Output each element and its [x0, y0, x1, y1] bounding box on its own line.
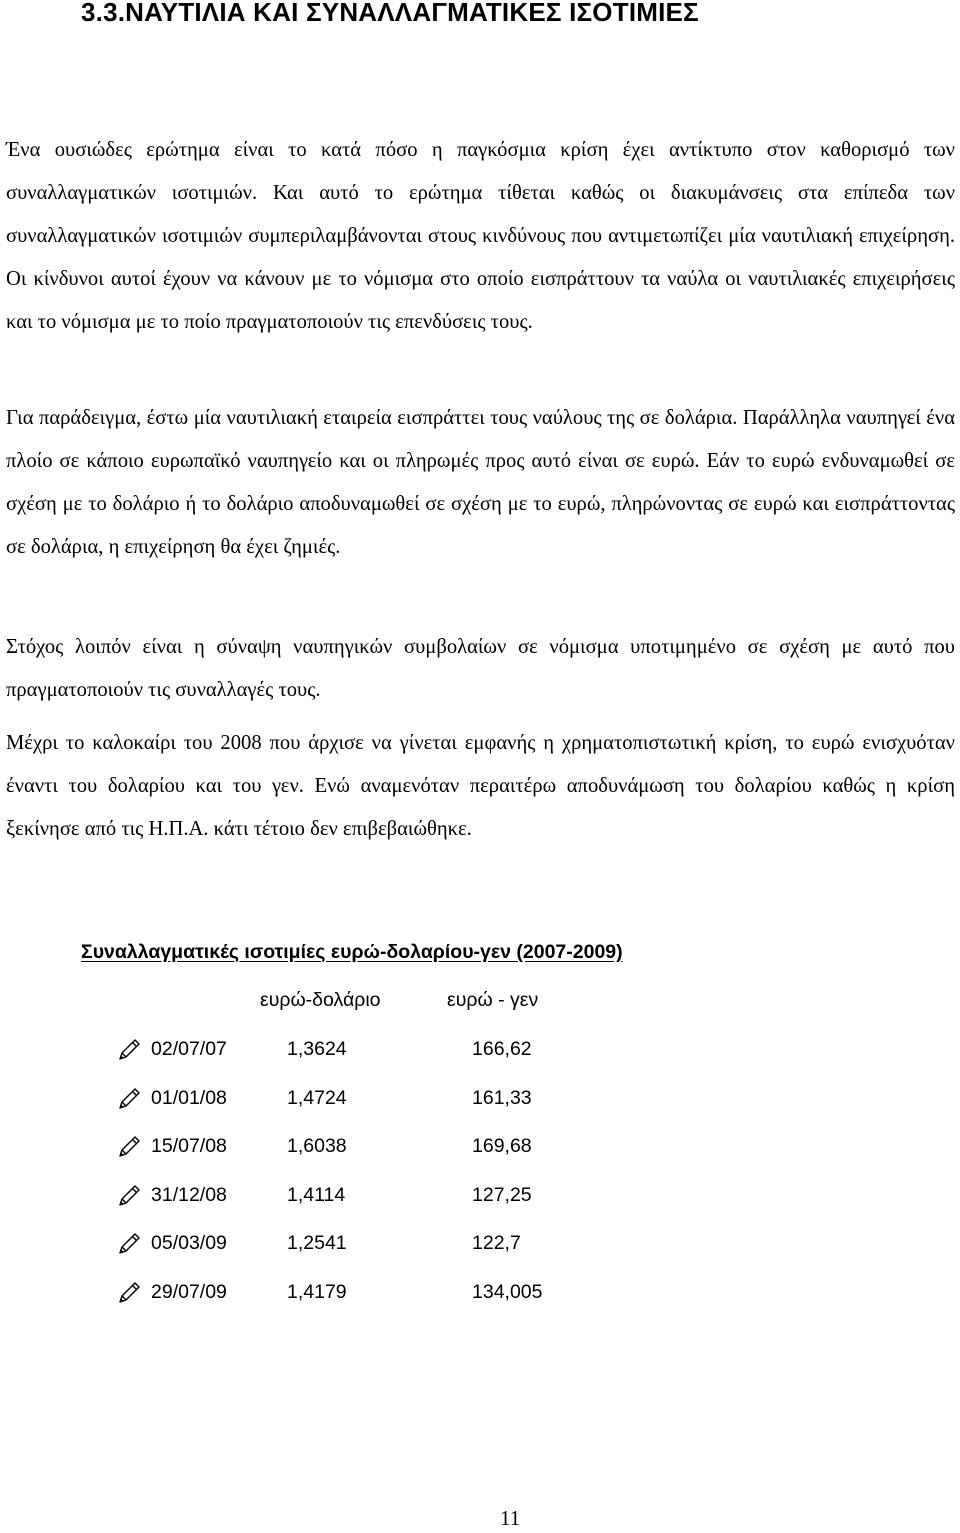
- row-eur-usd: 1,2541: [287, 1232, 347, 1255]
- row-eur-usd: 1,6038: [287, 1135, 347, 1158]
- pencil-icon: [117, 1182, 141, 1208]
- row-eur-jpy: 166,62: [472, 1038, 532, 1060]
- paragraph-currency-risk: Ένα ουσιώδες ερώτημα είναι το κατά πόσο η παγκόσμια κρίση έχει αντίκτυπο στον καθορισμό των συναλλαγματικών ισοτιμιών. Και αυτό το ερώτημα τίθεται καθώς οι διακυμάνσεις στα επίπεδα των συναλλαγματικών ισοτιμιών συμπεριλαμβάνονται στους κινδύνους που αντιμετωπίζει μία ναυτιλιακή επιχείρηση. Οι κίνδυνοι αυτοί έχουν να κάνουν με το νόμισμα στο οποίο εισπράττουν τα ναύλα οι ναυτιλιακές επιχειρήσεις και το νόμισμα με το ποίο πραγματοποιούν τις επενδύσεις τους.: [6, 139, 955, 333]
- table-row: [0, 1277, 960, 1307]
- table-row: [0, 1083, 960, 1113]
- table-row: [0, 1180, 960, 1210]
- table-row: [0, 1228, 960, 1258]
- row-date: 31/12/08: [151, 1183, 227, 1206]
- row-eur-usd: 1,3624: [287, 1038, 347, 1060]
- column-header-eur-jpy: ευρώ - γεν: [447, 989, 539, 1011]
- row-date: 29/07/09: [151, 1281, 227, 1303]
- row-eur-jpy: 169,68: [472, 1135, 532, 1158]
- pencil-icon: [117, 1230, 141, 1256]
- table-title: Συναλλαγματικές ισοτιμίες ευρώ-δολαρίου-γεν (2007-2009): [81, 941, 623, 963]
- row-eur-usd: 1,4179: [287, 1281, 347, 1303]
- table-row: [0, 1131, 960, 1161]
- row-eur-jpy: 134,005: [472, 1281, 543, 1303]
- pencil-icon: [117, 1085, 141, 1111]
- paragraph-example: Για παράδειγμα, έστω μία ναυτιλιακή εταιρεία εισπράττει τους ναύλους της σε δολάρια. Παράλληλα ναυπηγεί ένα πλοίο σε κάποιο ευρωπαϊκό ναυπηγείο και οι πληρωμές προς αυτό είναι σε ευρώ. Εάν το ευρώ ενδυναμωθεί σε σχέση με το δολάριο ή το δολάριο αποδυναμωθεί σε σχέση με το ευρώ, πληρώνοντας σε ευρώ και εισπράττοντας σε δολάρια, η επιχείρηση θα έχει ζημιές.: [6, 407, 955, 558]
- column-header-eur-usd: ευρώ-δολάριο: [260, 989, 381, 1011]
- row-date: 02/07/07: [151, 1038, 227, 1060]
- row-eur-usd: 1,4724: [287, 1086, 347, 1109]
- table-row: [0, 1034, 960, 1064]
- row-eur-jpy: 127,25: [472, 1183, 532, 1206]
- row-eur-usd: 1,4114: [287, 1183, 346, 1206]
- row-date: 01/01/08: [151, 1086, 227, 1109]
- row-date: 15/07/08: [151, 1135, 227, 1158]
- row-eur-jpy: 122,7: [472, 1232, 521, 1255]
- paragraph-2008-crisis: Μέχρι το καλοκαίρι του 2008 που άρχισε να γίνεται εμφανής η χρηματοπιστωτική κρίση, το ευρώ ενισχυόταν έναντι του δολαρίου και του γεν. Ενώ αναμενόταν περαιτέρω αποδυνάμωση του δολαρίου καθώς η κρίση ξεκίνησε από τις Η.Π.Α. κάτι τέτοιο δεν επιβεβαιώθηκε.: [6, 732, 955, 840]
- pencil-icon: [117, 1279, 141, 1305]
- pencil-icon: [117, 1036, 141, 1062]
- pencil-icon: [117, 1133, 141, 1159]
- row-date: 05/03/09: [151, 1232, 227, 1255]
- section-heading: 3.3.ΝΑΥΤΙΛΙΑ ΚΑΙ ΣΥΝΑΛΛΑΓΜΑΤΙΚΕΣ ΙΣΟΤΙΜΙΕΣ: [81, 0, 699, 27]
- row-eur-jpy: 161,33: [472, 1086, 532, 1109]
- paragraph-goal: Στόχος λοιπόν είναι η σύναψη ναυπηγικών συμβολαίων σε νόμισμα υποτιμημένο σε σχέση με αυτό που πραγματοποιούν τις συναλλαγές τους.: [6, 636, 955, 701]
- page-number: 11: [500, 1506, 521, 1530]
